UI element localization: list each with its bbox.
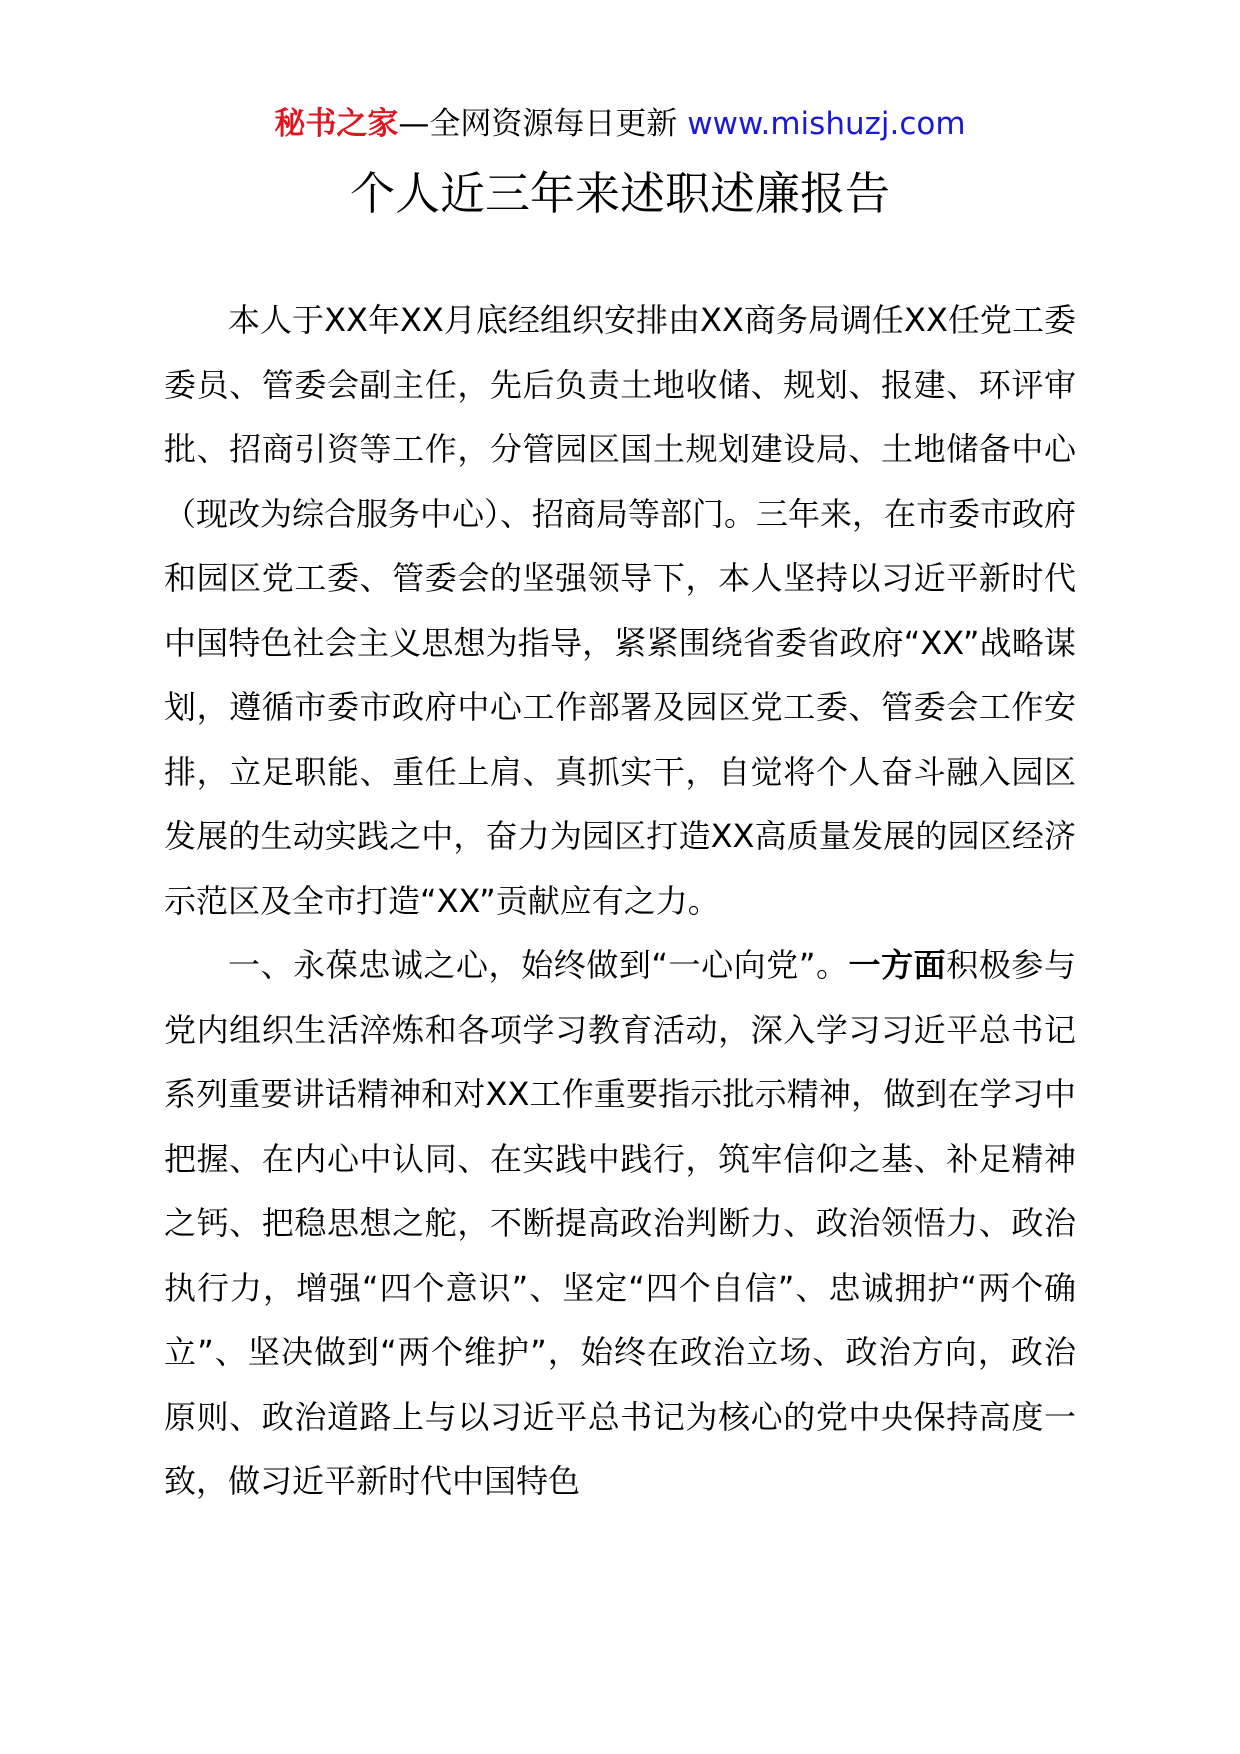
brand-name: 秘书之家 bbox=[274, 106, 399, 142]
paragraph-intro: 本人于XX年XX月底经组织安排由XX商务局调任XX任党工委委员、管委会副主任，先后负责土地收储、规划、报建、环评审批、招商引资等工作，分管园区国土规划建设局、土地储备中心（现改为综合服务中心）、招商局等部门。三年来，在市委市政府和园区党工委、管委会的坚强领导下，本人坚持以习近平新时代中国特色社会主义思想为指导，紧紧围绕省委省政府“XX”战略谋划，遵循市委市政府中心工作部署及园区党工委、管委会工作安排，立足职能、重任上肩、真抓实干，自觉将个人奋斗融入园区发展的生动实践之中，奋力为园区打造XX高质量发展的园区经济示范区及全市打造“XX”贡献应有之力。 bbox=[164, 301, 1077, 920]
bold-lead-phrase: 一方面 bbox=[848, 946, 947, 984]
page-header bbox=[0, 100, 1240, 148]
section-text: 积极参与党内组织生活淬炼和各项学习教育活动，深入学习习近平总书记系列重要讲话精神和对XX工作重要指示批示精神，做到在学习中把握、在内心中认同、在实践中践行，筑牢信仰之基、补足精神之钙、把稳思想之舵，不断提高政治判断力、政治领悟力、政治执行力，增强“四个意识”、坚定“四个自信”、忠诚拥护“两个确立”、坚决做到“两个维护”，始终在政治立场、政治方向，政治原则、政治道路上与以习近平总书记为核心的党中央保持高度一致，做习近平新时代中国特色 bbox=[164, 946, 1076, 1500]
site-url-link[interactable]: www.mishuzj.com bbox=[687, 106, 966, 142]
section-heading: 一、永葆忠诚之心，始终做到“一心向党”。 bbox=[228, 946, 849, 984]
document-title: 个人近三年来述职述廉报告 bbox=[349, 167, 890, 220]
header-tagline: —全网资源每日更新 bbox=[398, 106, 688, 142]
document-body bbox=[164, 288, 1076, 1514]
paragraph-section-one bbox=[164, 933, 1076, 1514]
